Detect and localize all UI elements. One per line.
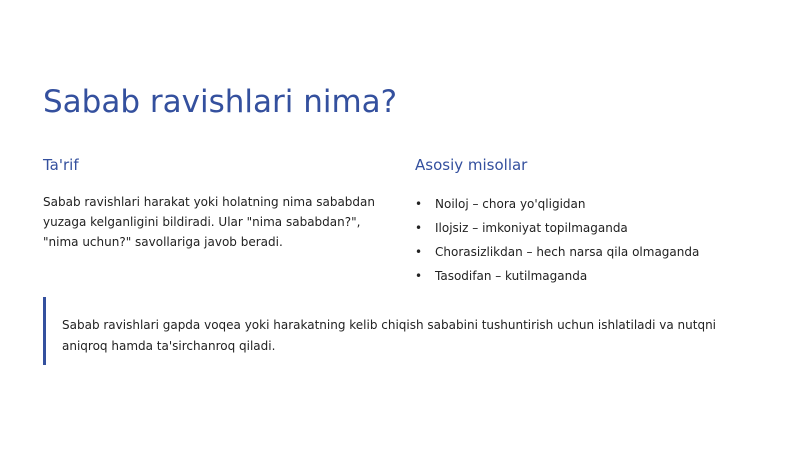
note-text: Sabab ravishlari gapda voqea yoki harakatning kelib chiqish sababini tushuntirish uchun ishlatiladi va nutqni aniqroq hamda ta'sirchanroq qiladi.: [62, 318, 717, 353]
examples-list: [415, 192, 760, 288]
definition-text: Sabab ravishlari harakat yoki holatning nima sababdan yuzaga kelganligini bildiradi. Ular "nima sababdan?", "nima uchun?" savollariga javob beradi.: [43, 195, 376, 249]
example-text: Chorasizlikdan – hech narsa qila olmaganda: [435, 245, 700, 259]
definition-section: [43, 154, 388, 252]
bullet-icon: •: [415, 245, 423, 259]
example-item: [415, 240, 760, 264]
example-text: Ilojsiz – imkoniyat topilmaganda: [435, 221, 628, 235]
bullet-icon: •: [415, 269, 423, 283]
example-text: Noiloj – chora yo'qligidan: [435, 197, 586, 211]
examples-heading: Asosiy misollar: [415, 156, 528, 174]
definition-heading: Ta'rif: [43, 156, 79, 174]
example-item: [415, 216, 760, 240]
slide-title: Sabab ravishlari nima?: [43, 84, 398, 120]
example-item: [415, 192, 760, 216]
example-item: [415, 264, 760, 288]
example-text: Tasodifan – kutilmaganda: [435, 269, 588, 283]
examples-section: [415, 154, 760, 288]
bullet-icon: •: [415, 197, 423, 211]
bullet-icon: •: [415, 221, 423, 235]
note-callout: [43, 297, 733, 365]
